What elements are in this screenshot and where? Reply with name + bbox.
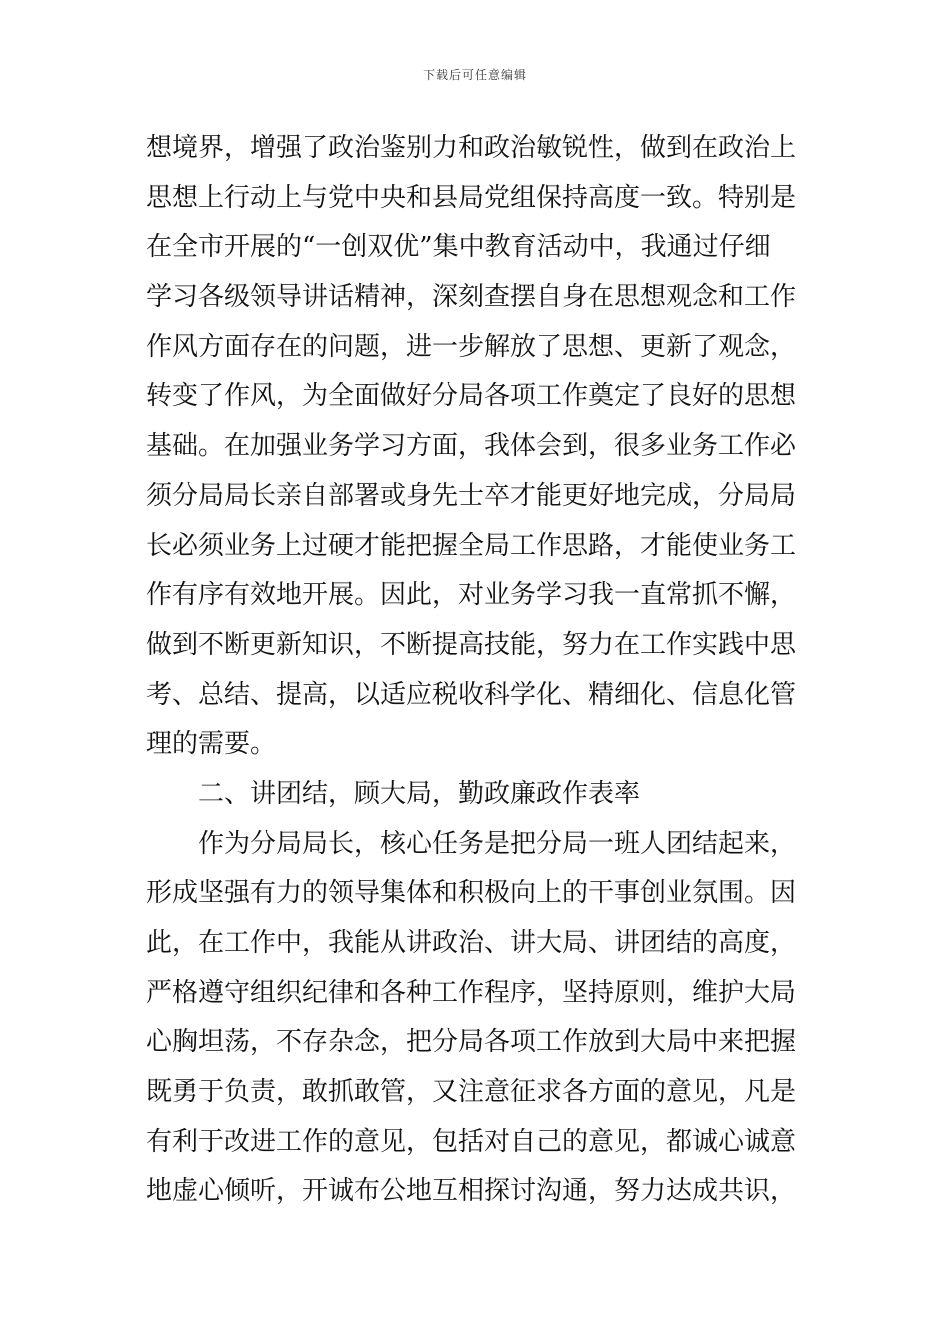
section-heading: 二、讲团结，顾大局，勤政廉政作表率 <box>198 778 641 809</box>
text-line: 做到不断更新知识，不断提高技能，努力在工作实践中思 <box>146 629 797 660</box>
body-text <box>146 124 816 1217</box>
text-line: 学习各级领导讲话精神，深刻查摆自身在思想观念和工作 <box>146 282 797 313</box>
paragraph-first-line: 作为分局局长，核心任务是把分局一班人团结起来， <box>198 828 797 859</box>
text-line: 有利于改进工作的意见，包括对自己的意见，都诚心诚意 <box>146 1126 797 1157</box>
text-line: 严格遵守组织纪律和各种工作程序，坚持原则，维护大局 <box>146 977 797 1008</box>
text-line: 思想上行动上与党中央和县局党组保持高度一致。特别是 <box>146 182 797 213</box>
text-line: 作有序有效地开展。因此，对业务学习我一直常抓不懈， <box>146 580 797 611</box>
text-line: 既勇于负责，敢抓敢管，又注意征求各方面的意见，凡是 <box>146 1077 797 1108</box>
header-note: 下载后可任意编辑 <box>422 68 527 82</box>
text-line: 在全市开展的“一创双优”集中教育活动中，我通过仔细 <box>146 232 771 263</box>
text-line: 考、总结、提高，以适应税收科学化、精细化、信息化管 <box>146 679 797 710</box>
text-line: 作风方面存在的问题，进一步解放了思想、更新了观念， <box>146 331 797 362</box>
text-line: 地虚心倾听，开诚布公地互相探讨沟通，努力达成共识， <box>146 1176 797 1207</box>
text-line: 心胸坦荡，不存杂念，把分局各项工作放到大局中来把握 <box>146 1027 797 1058</box>
text-line: 基础。在加强业务学习方面，我体会到，很多业务工作必 <box>146 431 797 462</box>
text-line: 转变了作风，为全面做好分局各项工作奠定了良好的思想 <box>146 381 797 412</box>
text-line: 此，在工作中，我能从讲政治、讲大局、讲团结的高度， <box>146 928 797 958</box>
text-line: 理的需要。 <box>146 729 277 760</box>
text-line: 长必须业务上过硬才能把握全局工作思路，才能使业务工 <box>146 530 797 561</box>
text-line: 须分局局长亲自部署或身先士卒才能更好地完成，分局局 <box>146 480 797 511</box>
text-line: 想境界，增强了政治鉴别力和政治敏锐性，做到在政治上 <box>146 133 797 163</box>
text-line: 形成坚强有力的领导集体和积极向上的干事创业氛围。因 <box>146 878 797 909</box>
